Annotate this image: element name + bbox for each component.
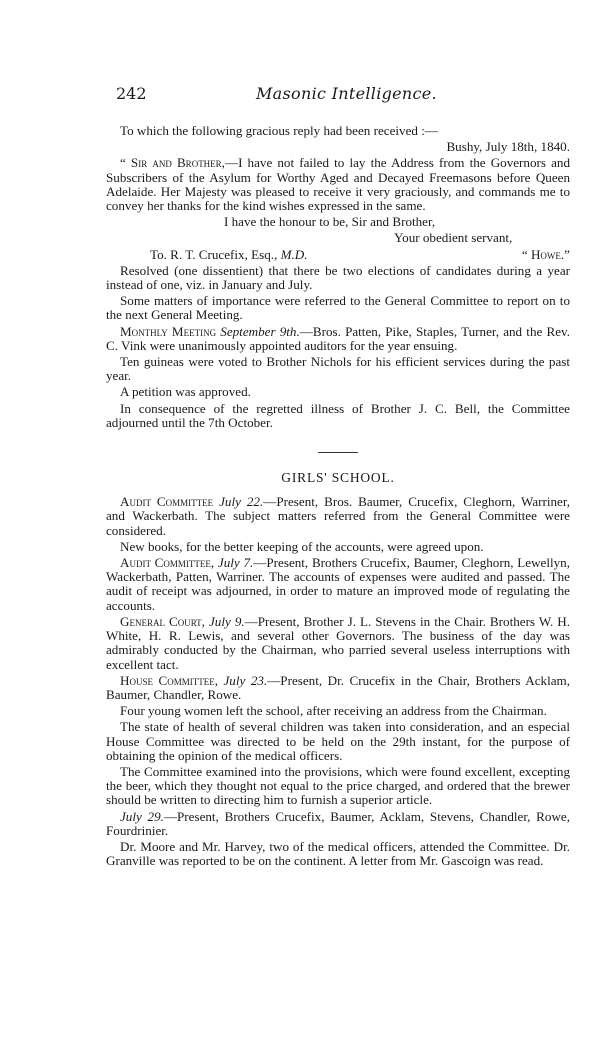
audit1-date: July 22. — [219, 494, 264, 510]
house-date: July 23. — [223, 672, 268, 688]
house-label: House Committee, — [120, 672, 218, 688]
audit1-label: Audit Committee — [120, 494, 214, 510]
body-text — [106, 124, 570, 870]
audit2-text: —Present, Brothers Crucefix, Baumer, Cleghorn, Lewellyn, Wackerbath, Patten, Warriner. The accounts of expenses were audited and passed. The audit of receipt was adjourned, in order to mature an improved mode of regulating the accounts. — [106, 555, 570, 613]
july29-date: July 29. — [120, 808, 164, 824]
court-text: —Present, Brother J. L. Stevens in the Chair. Brothers W. H. White, H. R. Lewis, and several other Governors. The business of the day was admirably conducted by the Chairman, who parried several useless interruptions with excellent tact. — [106, 613, 570, 672]
letter-closing: Your obedient servant, — [394, 230, 513, 246]
letter-salutation: “ Sir and Brother, — [120, 155, 225, 171]
running-header — [116, 84, 490, 108]
monthly-label: Monthly Meeting — [120, 323, 217, 339]
page-number: 242 — [116, 84, 147, 103]
letter-signature: “ Howe.” — [521, 246, 570, 262]
house-text: —Present, Dr. Crucefix in the Chair, Brothers Acklam, Baumer, Chandler, Rowe. — [106, 672, 571, 702]
para-illness: In consequence of the regretted illness of Brother J. C. Bell, the Committee adjourned until the 7th October. — [106, 400, 570, 430]
monthly-date: September 9th. — [220, 323, 300, 339]
section-divider — [318, 452, 358, 453]
para-monthly-meeting — [106, 325, 570, 353]
monthly-text: —Bros. Patten, Pike, Staples, Turner, and the Rev. C. Vink were unanimously appointed auditors for the year ensuing. — [106, 323, 571, 353]
letter-body — [106, 156, 570, 213]
letter-to: To. R. T. Crucefix, Esq., — [150, 246, 278, 262]
para-petition: A petition was approved. — [120, 384, 251, 400]
letter-body-text: —I have not failed to lay the Address from the Governors and Subscribers of the Asylum for Worthy Aged and Decayed Freemasons before Queen Adelaide. Her Majesty was pleased to receive it very graciously, and commands me to convey her thanks for the kind wishes expressed in the same. — [106, 155, 570, 214]
section-heading: GIRLS' SCHOOL. — [281, 470, 395, 486]
audit1-text: —Present, Bros. Baumer, Crucefix, Cleghorn, Warriner, and Wackerbath. The subject matters referred from the General Committee were considered. — [106, 494, 570, 538]
letter-address — [106, 248, 570, 262]
para-provisions: The Committee examined into the provisions, which were found excellent, excepting the beer, which they thought not equal to the price charged, and ordered that the brewer should be written to directing him to furnish a superior article. — [106, 763, 570, 808]
running-title: Masonic Intelligence. — [256, 84, 437, 103]
letter-intro: To which the following gracious reply had been received :— — [120, 123, 438, 138]
para-audit-committee-1 — [106, 495, 570, 538]
para-house-committee — [106, 674, 570, 702]
court-label: General Court, — [120, 613, 205, 629]
para-matters: Some matters of importance were referred to the General Committee to report on to the next General Meeting. — [106, 293, 570, 323]
para-new-books: New books, for the better keeping of the accounts, were agreed upon. — [120, 538, 484, 554]
para-four-women: Four young women left the school, after receiving an address from the Chairman. — [120, 703, 547, 719]
july29-text: —Present, Brothers Crucefix, Baumer, Acklam, Stevens, Chandler, Rowe, Fourdrinier. — [106, 808, 570, 838]
para-july-29 — [106, 810, 570, 838]
letter-to-title: M.D. — [280, 246, 308, 262]
audit2-label: Audit Committee, — [120, 555, 215, 571]
para-audit-committee-2 — [106, 556, 570, 613]
para-resolved: Resolved (one dissentient) that there be two elections of candidates during a year instead of one, viz. in January and July. — [106, 262, 570, 293]
para-guineas: Ten guineas were voted to Brother Nichols for his efficient services during the past year. — [106, 354, 570, 384]
letter-recipient — [136, 248, 308, 262]
para-general-court — [106, 615, 570, 672]
court-date: July 9. — [208, 613, 245, 629]
para-moore: Dr. Moore and Mr. Harvey, two of the medical officers, attended the Committee. Dr. Granville was reported to be on the continent. A letter from Mr. Gascoign was read. — [106, 838, 570, 869]
letter-sign-line: I have the honour to be, Sir and Brother, — [224, 214, 436, 230]
letter-dateline: Bushy, July 18th, 1840. — [446, 139, 570, 155]
para-health: The state of health of several children was taken into consideration, and an especial House Committee was directed to be held on the 29th instant, for the purpose of obtaining the opinion of the medical officers. — [106, 719, 570, 763]
audit2-date: July 7. — [217, 555, 254, 571]
